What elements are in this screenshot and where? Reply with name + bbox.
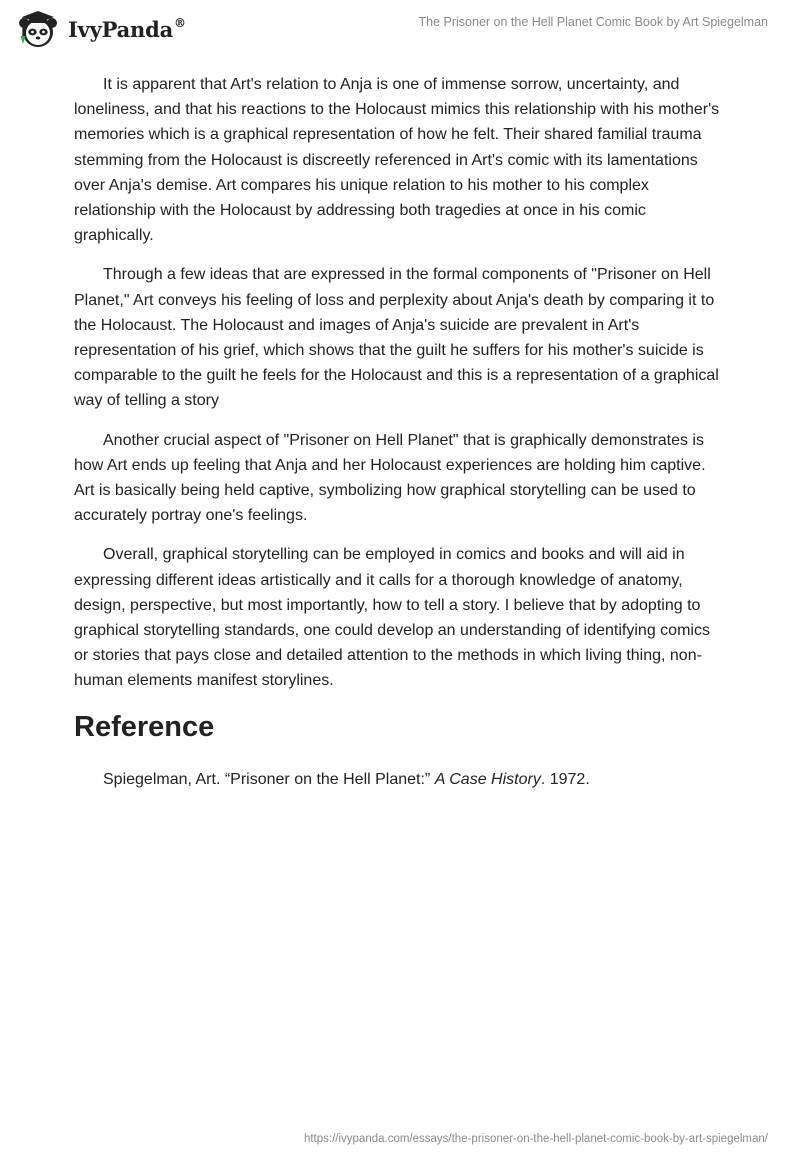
- essay-content: [74, 72, 726, 792]
- reference-author-title: Spiegelman, Art. “Prisoner on the Hell Planet:”: [103, 770, 435, 788]
- footer-url[interactable]: https://ivypanda.com/essays/the-prisoner-on-the-hell-planet-comic-book-by-art-spiegelman/: [303, 1133, 768, 1145]
- ivypanda-logo[interactable]: [14, 8, 186, 50]
- reference-italic-title: A Case History: [434, 770, 541, 788]
- paragraph-3: Another crucial aspect of "Prisoner on Hell Planet" that is graphically demonstrates is how Art ends up feeling that Anja and her Holocaust experiences are holding him captive. Art is basically being held captive, symbolizing how graphical storytelling can be used to accurately portray one's feelings.: [74, 431, 706, 525]
- panda-graduate-icon: [14, 8, 62, 50]
- reference-entry: [74, 767, 726, 792]
- brand-name: IvyPanda®: [68, 15, 186, 42]
- paragraph-2: Through a few ideas that are expressed in the formal components of "Prisoner on Hell Planet," Art conveys his feeling of loss and perplexity about Anja's death by comparing it to the Holocaust. The Holocaust and images of Anja's suicide are prevalent in Art's representation of his grief, which shows that the guilt he suffers for his mother's suicide is comparable to the guilt he feels for the Holocaust and this is a representation of a graphical way of telling a story: [74, 266, 719, 410]
- reference-heading: Reference: [74, 710, 215, 743]
- reference-year: . 1972.: [540, 770, 590, 788]
- paragraph-4: Overall, graphical storytelling can be employed in comics and books and will aid in expressing different ideas artistically and it calls for a thorough knowledge of anatomy, design, perspective, but most importantly, how to tell a story. I believe that by adopting to graphical storytelling standards, one could develop an understanding of identifying comics or stories that pays close and detailed attention to the methods in which living thing, non-human elements manifest storylines.: [74, 546, 710, 690]
- paragraph-1: It is apparent that Art's relation to Anja is one of immense sorrow, uncertainty, and loneliness, and that his reactions to the Holocaust mimics this relationship with his mother's memories which is a graphical representation of how he felt. Their shared familial trauma stemming from the Holocaust is discreetly referenced in Art's comic with its lamentations over Anja's demise. Art compares his unique relation to his mother to his complex relationship with the Holocaust by addressing both tragedies at once in his comic graphically.: [74, 76, 720, 245]
- document-title: The Prisoner on the Hell Planet Comic Book by Art Spiegelman: [418, 15, 768, 29]
